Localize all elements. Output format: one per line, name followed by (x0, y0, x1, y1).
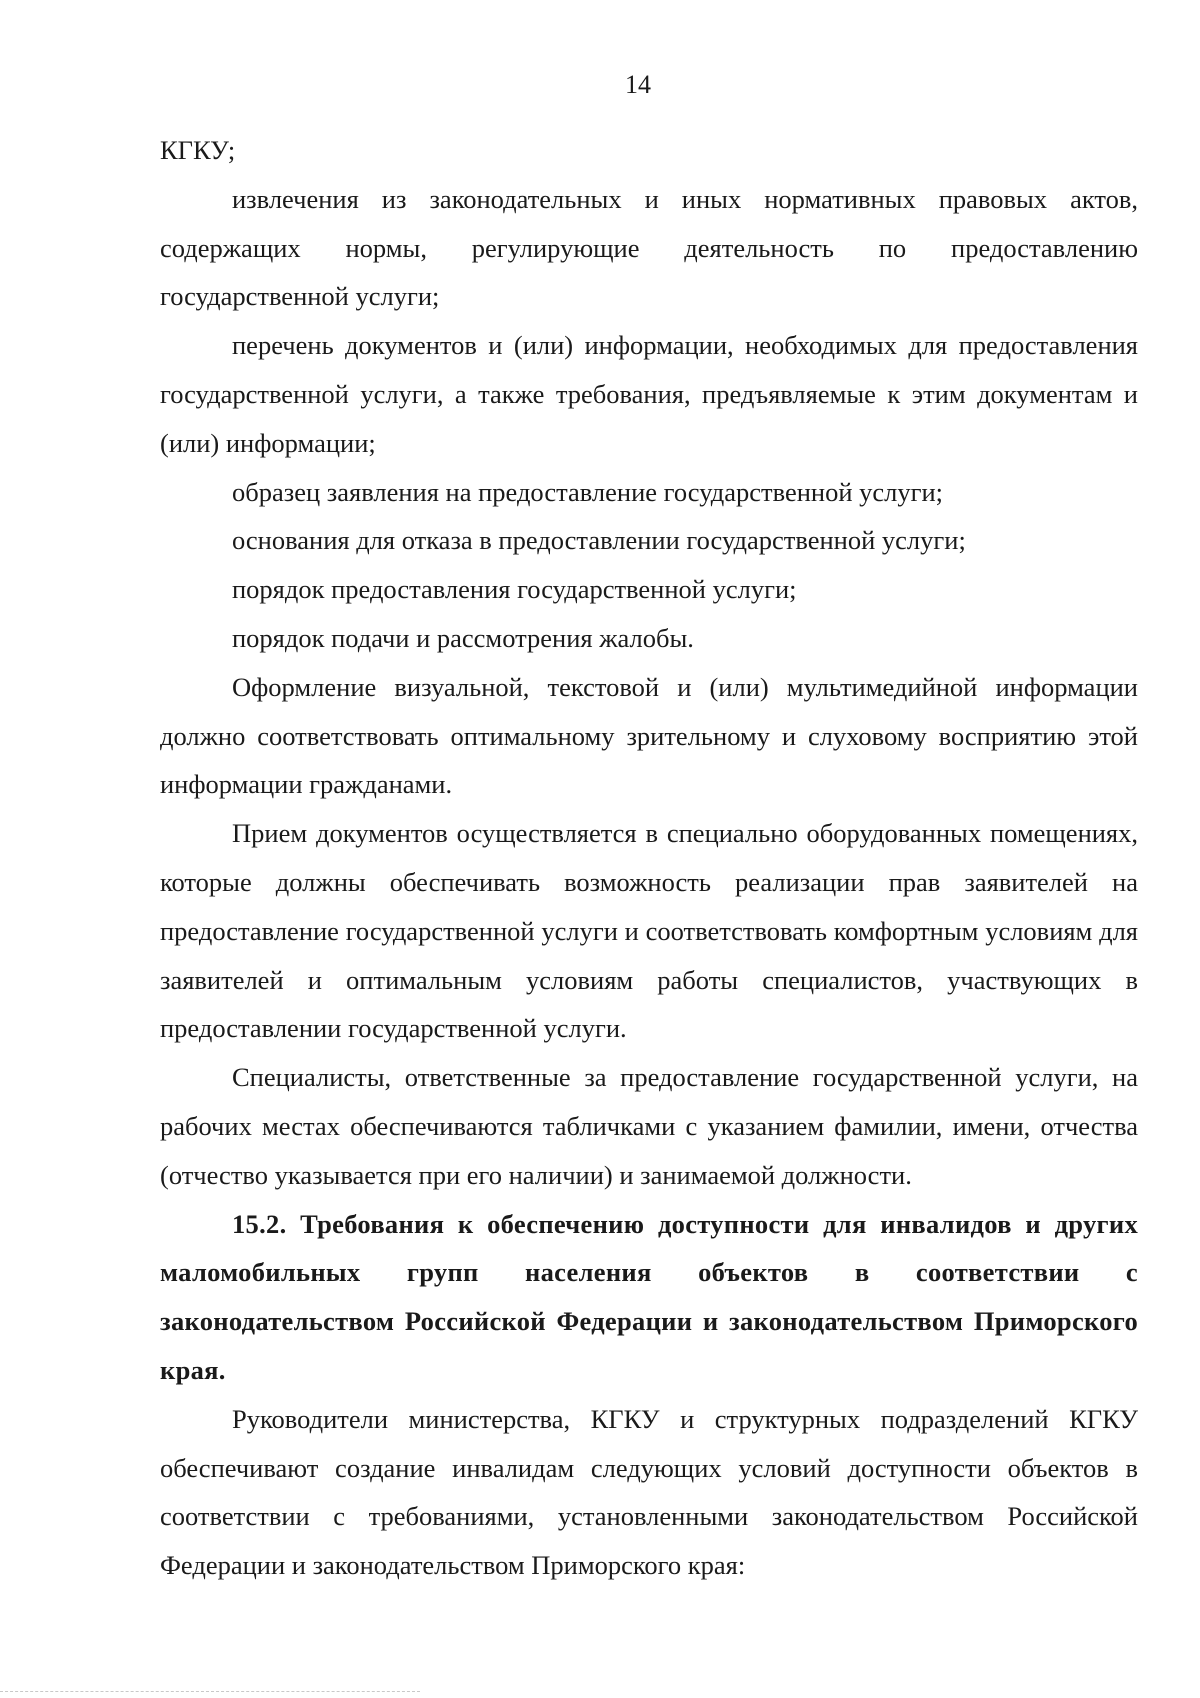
paragraph-refusal-grounds: основания для отказа в предоставлении государственной услуги; (232, 525, 966, 556)
paragraph-service-procedure: порядок предоставления государственной услуги; (232, 574, 797, 605)
paragraph-application-sample: образец заявления на предоставление государственной услуги; (232, 476, 944, 507)
paragraph-document-list: перечень документов и (или) информации, необходимых для предоставления государственной услуги, а также требования, предъявляемые к этим документам и (или) информации; (160, 330, 1138, 458)
paragraph-complaint-procedure: порядок подачи и рассмотрения жалобы. (232, 622, 694, 653)
scan-edge-line (0, 1690, 420, 1692)
paragraph-information-design: Оформление визуальной, текстовой и (или) мультимедийной информации должно соответствовать оптимальному зрительному и слуховому восприятию этой информации гражданами. (160, 671, 1138, 800)
document-body (160, 126, 1138, 1590)
page-number: 14 (625, 70, 651, 99)
section-heading: 15.2. Требования к обеспечению доступности для инвалидов и других маломобильных групп населения объектов в соответствии с законодательством Российской Федерации и законодательством Приморского края. (160, 1208, 1138, 1385)
paragraph-extracts: извлечения из законодательных и иных нормативных правовых актов, содержащих нормы, регулирующие деятельность по предоставлению государственной услуги; (160, 183, 1138, 312)
paragraph-specialists: Специалисты, ответственные за предоставление государственной услуги, на рабочих местах обеспечиваются табличками с указанием фамилии, имени, отчества (отчество указывается при его наличии) и занимаемой должности. (160, 1062, 1138, 1190)
paragraph-accessibility-conditions: Руководители министерства, КГКУ и структурных подразделений КГКУ обеспечивают создание инвалидам следующих условий доступности объектов в соответствии с требованиями, установленными законодательством Российской Федерации и законодательством Приморского края: (160, 1403, 1138, 1581)
paragraph-continuation: КГКУ; (160, 135, 236, 165)
paragraph-document-reception: Прием документов осуществляется в специально оборудованных помещениях, которые должны обеспечивать возможность реализации прав заявителей на предоставление государственной услуги и соответствовать комфортным условиям для заявителей и оптимальным условиям работы специалистов, участвующих в предоставлении государственной услуги. (160, 818, 1138, 1044)
